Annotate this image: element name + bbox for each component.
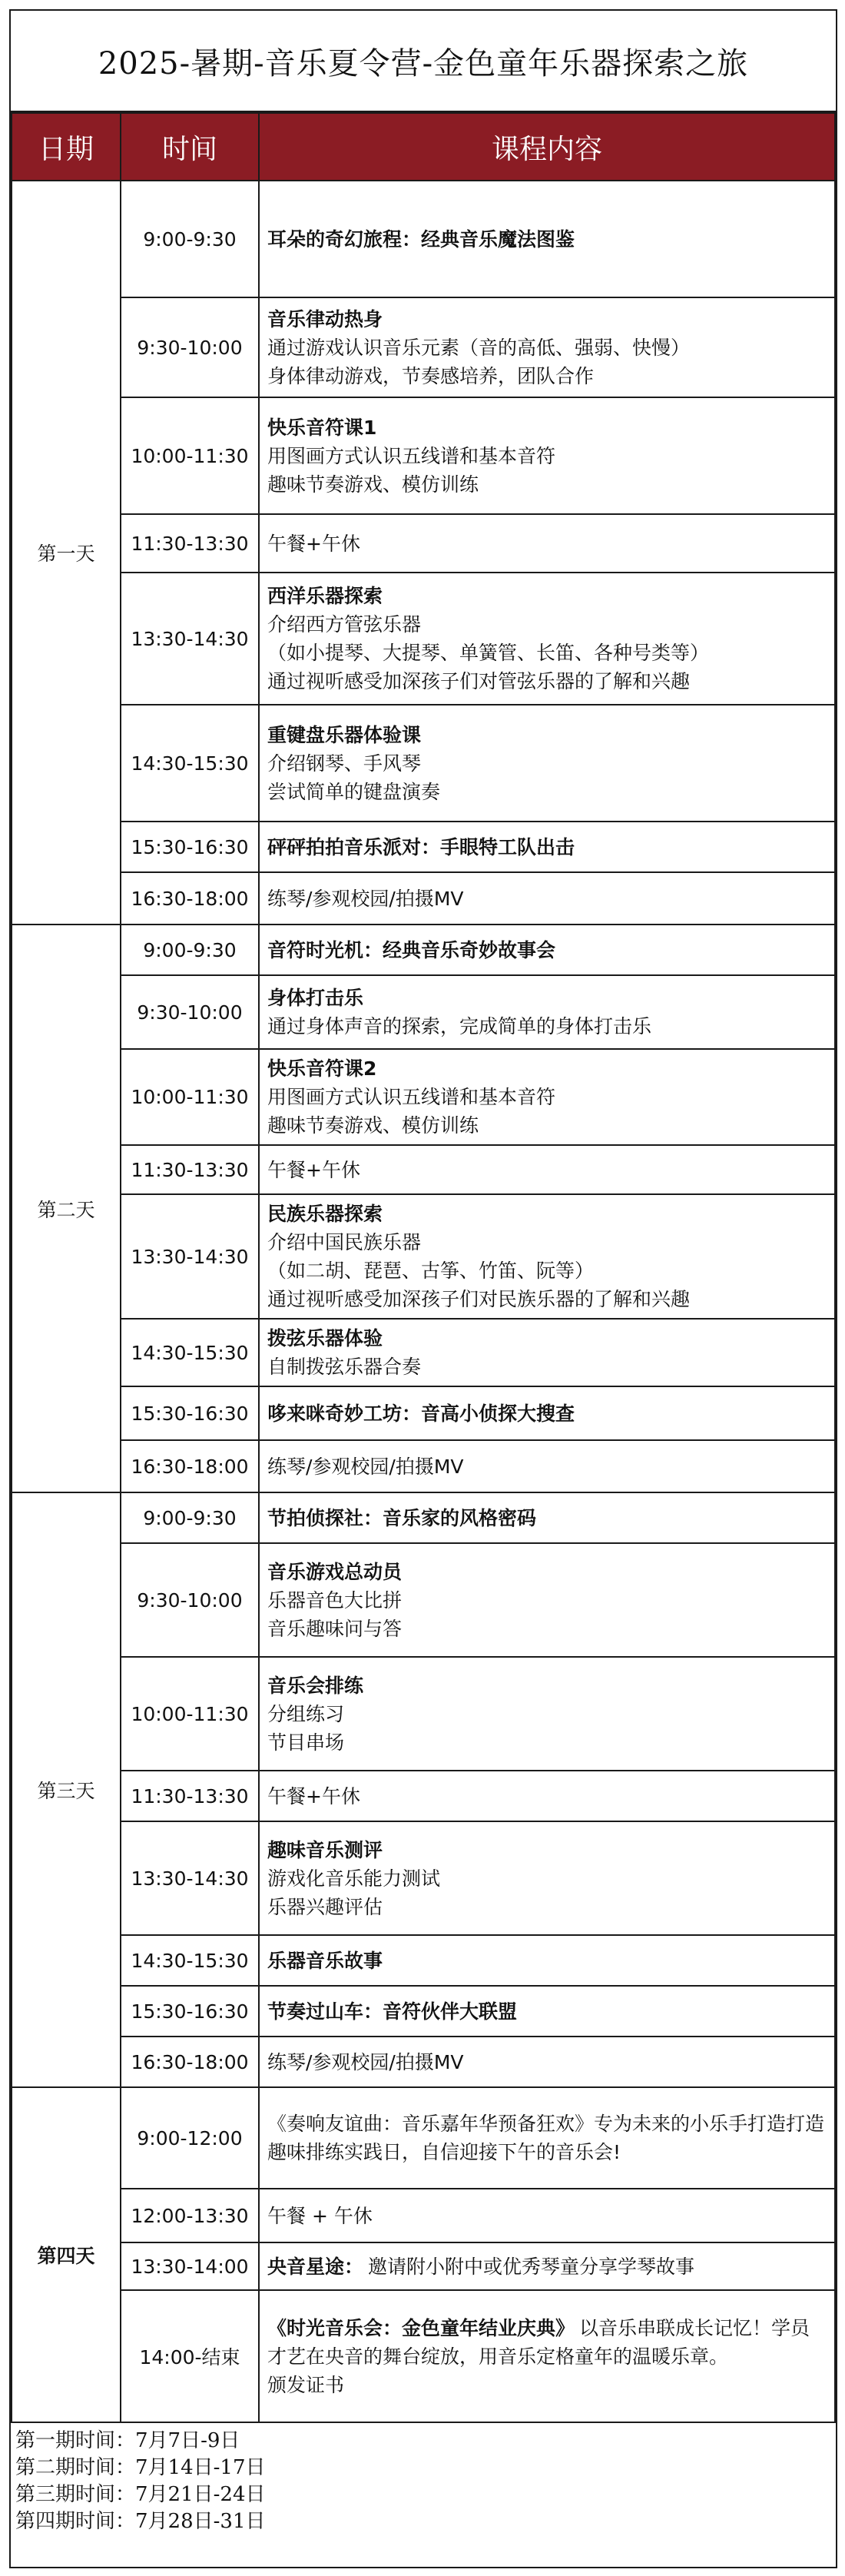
session-detail-line: 午餐 + 午休	[267, 2204, 373, 2227]
session-title: 快乐音符课1	[267, 416, 377, 439]
session-detail-line: 趣味节奏游戏、模仿训练	[267, 473, 479, 496]
session-detail-line: （如小提琴、大提琴、单簧管、长笛、各种号类等）	[267, 642, 710, 664]
session-detail-line: 练琴/参观校园/拍摄MV	[267, 887, 464, 910]
session-detail-line: 练琴/参观校园/拍摄MV	[267, 2050, 464, 2073]
session-content	[259, 1986, 835, 2037]
session-title: 节奏过山车：音符伙伴大联盟	[267, 2000, 518, 2023]
schedule-row	[12, 1986, 835, 2037]
session-time: 11:30-13:30	[121, 514, 259, 573]
session-detail-line: 《奏响友谊曲：音乐嘉年华预备狂欢》专为未来的小乐手打造打造趣味排练实践日，自信迎接下午的音乐会!	[267, 2113, 825, 2163]
session-content	[259, 514, 835, 573]
session-time: 9:00-12:00	[121, 2087, 259, 2189]
day-label: 第二天	[12, 925, 121, 1492]
session-content	[259, 1492, 835, 1543]
day-label: 第一天	[12, 181, 121, 925]
session-content	[259, 573, 835, 705]
session-content	[259, 1657, 835, 1771]
session-detail-line: 练琴/参观校园/拍摄MV	[267, 1455, 464, 1478]
session-title: 央音星途：	[267, 2255, 364, 2278]
session-content	[259, 2087, 835, 2189]
session-content	[259, 872, 835, 925]
session-content	[259, 297, 835, 397]
schedule-row	[12, 1319, 835, 1386]
session-title: 音乐游戏总动员	[267, 1560, 403, 1583]
schedule-row	[12, 1771, 835, 1821]
session-detail-line: （如二胡、琵琶、古筝、竹笛、阮等）	[267, 1260, 595, 1282]
session-detail-line: 用图画方式认识五线谱和基本音符	[267, 1086, 556, 1108]
schedule-row	[12, 705, 835, 822]
session-period-note: 第二期时间：7月14日-17日	[15, 2456, 266, 2479]
session-time: 12:00-13:30	[121, 2189, 259, 2242]
schedule-row	[12, 1440, 835, 1492]
session-content	[259, 1440, 835, 1492]
session-dates-notes	[11, 2423, 836, 2540]
session-title: 节拍侦探社：音乐家的风格密码	[267, 1506, 537, 1529]
schedule-row	[12, 1821, 835, 1935]
session-detail-line: 午餐+午休	[267, 532, 360, 555]
schedule-row	[12, 514, 835, 573]
session-title: 西洋乐器探索	[267, 585, 383, 607]
session-title: 趣味音乐测评	[267, 1838, 383, 1861]
session-time: 14:00-结束	[121, 2290, 259, 2422]
schedule-row	[12, 2037, 835, 2087]
session-detail-line: 音乐趣味问与答	[267, 1617, 403, 1640]
schedule-row	[12, 297, 835, 397]
session-time: 9:30-10:00	[121, 1543, 259, 1657]
session-content	[259, 397, 835, 514]
page-title: 2025-暑期-音乐夏令营-金色童年乐器探索之旅	[11, 11, 836, 112]
schedule-body	[12, 181, 835, 2422]
session-time: 9:00-9:30	[121, 925, 259, 975]
session-period-note: 第四期时间：7月28日-31日	[15, 2510, 266, 2533]
session-detail-line: 介绍钢琴、手风琴	[267, 752, 422, 775]
session-content	[259, 1821, 835, 1935]
session-detail-line: 通过身体声音的探索，完成简单的身体打击乐	[267, 1015, 652, 1037]
session-detail-line: 以音乐串联成长记忆！学员才艺在央音的舞台绽放，用音乐定格童年的温暖乐章。	[267, 2316, 810, 2368]
session-time: 14:30-15:30	[121, 1319, 259, 1386]
day-label: 第四天	[12, 2087, 121, 2422]
session-period-note: 第三期时间：7月21日-24日	[15, 2483, 266, 2506]
session-detail-line: 午餐+午休	[267, 1158, 360, 1181]
schedule-table	[11, 112, 836, 2423]
session-title: 砰砰拍拍音乐派对：手眼特工队出击	[267, 835, 575, 858]
session-detail-line: 通过视听感受加深孩子们对管弦乐器的了解和兴趣	[267, 670, 691, 692]
column-header-time: 时间	[121, 113, 259, 181]
session-content	[259, 2189, 835, 2242]
session-content	[259, 1935, 835, 1986]
session-time: 15:30-16:30	[121, 1986, 259, 2037]
schedule-row	[12, 925, 835, 975]
session-detail-line: 介绍中国民族乐器	[267, 1231, 422, 1253]
session-time: 13:30-14:30	[121, 1194, 259, 1319]
session-detail-line: 乐器音色大比拼	[267, 1588, 403, 1612]
session-time: 16:30-18:00	[121, 2037, 259, 2087]
session-time: 9:30-10:00	[121, 297, 259, 397]
session-content	[259, 1145, 835, 1194]
session-detail-line: 通过游戏认识音乐元素（音的高低、强弱、快慢）	[267, 336, 691, 359]
session-time: 10:00-11:30	[121, 1049, 259, 1145]
session-content	[259, 1386, 835, 1440]
session-content	[259, 1771, 835, 1821]
session-time: 16:30-18:00	[121, 1440, 259, 1492]
schedule-row	[12, 573, 835, 705]
session-detail-line: 分组练习	[267, 1702, 345, 1725]
session-detail-line: 节目串场	[267, 1731, 345, 1754]
session-detail-line: 身体律动游戏，节奏感培养，团队合作	[267, 364, 595, 387]
session-title: 拨弦乐器体验	[267, 1327, 383, 1349]
session-time: 15:30-16:30	[121, 1386, 259, 1440]
session-title: 音乐会排练	[267, 1674, 364, 1697]
session-detail-line: 尝试简单的键盘演奏	[267, 780, 441, 803]
session-title: 耳朵的奇幻旅程：经典音乐魔法图鉴	[267, 227, 575, 251]
schedule-row	[12, 1543, 835, 1657]
session-detail-line: 乐器兴趣评估	[267, 1895, 383, 1918]
session-title: 快乐音符课2	[267, 1057, 377, 1080]
session-time: 14:30-15:30	[121, 705, 259, 822]
session-title: 重键盘乐器体验课	[267, 723, 422, 746]
session-detail-line: 用图画方式认识五线谱和基本音符	[267, 444, 556, 467]
session-time: 13:30-14:00	[121, 2242, 259, 2290]
session-content	[259, 2290, 835, 2422]
session-time: 13:30-14:30	[121, 1821, 259, 1935]
session-time: 11:30-13:30	[121, 1145, 259, 1194]
session-time: 14:30-15:30	[121, 1935, 259, 1986]
session-period-note: 第一期时间：7月7日-9日	[15, 2429, 240, 2452]
session-content	[259, 925, 835, 975]
session-title: 乐器音乐故事	[267, 1949, 383, 1972]
schedule-row	[12, 2189, 835, 2242]
session-detail-line: 介绍西方管弦乐器	[267, 613, 422, 636]
session-time: 10:00-11:30	[121, 1657, 259, 1771]
session-title: 哆来咪奇妙工坊：音高小侦探大搜查	[267, 1402, 575, 1425]
session-detail-line: 通过视听感受加深孩子们对民族乐器的了解和兴趣	[267, 1288, 691, 1310]
session-detail-line: 午餐+午休	[267, 1784, 360, 1808]
session-title: 音符时光机：经典音乐奇妙故事会	[267, 938, 556, 961]
schedule-row	[12, 397, 835, 514]
session-title: 身体打击乐	[267, 987, 364, 1009]
session-time: 9:00-9:30	[121, 181, 259, 297]
session-content	[259, 2037, 835, 2087]
schedule-row	[12, 1492, 835, 1543]
header-row	[12, 113, 835, 181]
session-detail-line: 自制拨弦乐器合奏	[267, 1356, 422, 1378]
schedule-row	[12, 2242, 835, 2290]
session-content	[259, 1049, 835, 1145]
session-content	[259, 1319, 835, 1386]
session-content	[259, 1543, 835, 1657]
session-content	[259, 2242, 835, 2290]
session-time: 9:00-9:30	[121, 1492, 259, 1543]
column-header-content: 课程内容	[259, 113, 835, 181]
session-detail-line: 邀请附小附中或优秀琴童分享学琴故事	[368, 2255, 695, 2278]
session-title: 《时光音乐会：金色童年结业庆典》	[267, 2316, 575, 2339]
session-time: 16:30-18:00	[121, 872, 259, 925]
session-title: 音乐律动热身	[267, 307, 383, 330]
session-time: 13:30-14:30	[121, 573, 259, 705]
session-content	[259, 181, 835, 297]
session-time: 11:30-13:30	[121, 1771, 259, 1821]
schedule-row	[12, 1386, 835, 1440]
session-content	[259, 822, 835, 872]
session-title: 民族乐器探索	[267, 1203, 383, 1225]
session-detail-line: 颁发证书	[267, 2373, 345, 2396]
session-content	[259, 705, 835, 822]
session-content	[259, 975, 835, 1049]
session-time: 15:30-16:30	[121, 822, 259, 872]
day-label: 第三天	[12, 1492, 121, 2087]
session-content	[259, 1194, 835, 1319]
schedule-row	[12, 2087, 835, 2189]
schedule-row	[12, 872, 835, 925]
schedule-row	[12, 181, 835, 297]
session-detail-line: 游戏化音乐能力测试	[267, 1867, 441, 1890]
schedule-row	[12, 975, 835, 1049]
schedule-row	[12, 1194, 835, 1319]
session-time: 9:30-10:00	[121, 975, 259, 1049]
schedule-row	[12, 1935, 835, 1986]
session-detail-line: 趣味节奏游戏、模仿训练	[267, 1114, 479, 1137]
schedule-row	[12, 1145, 835, 1194]
schedule-row	[12, 822, 835, 872]
schedule-sheet	[9, 9, 837, 2568]
schedule-row	[12, 2290, 835, 2422]
schedule-row	[12, 1049, 835, 1145]
session-time: 10:00-11:30	[121, 397, 259, 514]
schedule-row	[12, 1657, 835, 1771]
column-header-date: 日期	[12, 113, 121, 181]
